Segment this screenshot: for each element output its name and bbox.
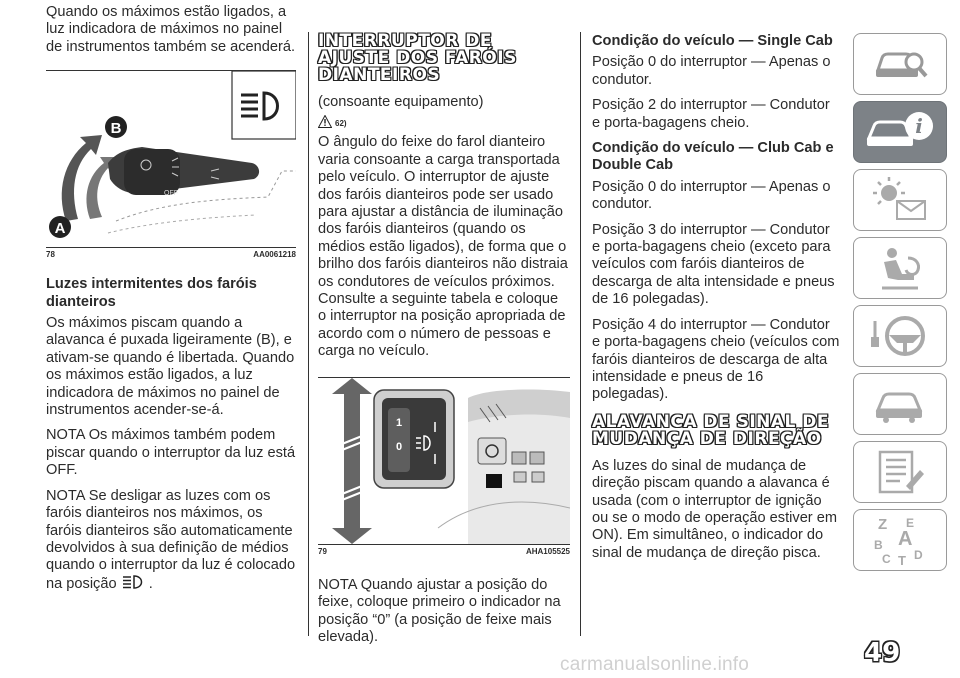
dial-position-0: 0 [395,440,403,453]
tab-car-info[interactable] [853,101,947,163]
index-letter: E [906,516,915,530]
steering-wheel-icon [867,311,933,361]
figure-number: 78 [46,250,55,260]
watermark: carmanualsonline.info [560,654,750,675]
paragraph: Posição 0 do interruptor — Apenas o condutor. [592,178,831,213]
off-label: OFF [164,190,178,198]
figure-number: 79 [318,546,327,556]
paragraph: Os máximos piscam quando a alavanca é puxada ligeiramente (B), e ativam-se quando é libertada. Quando os máximos estão ligados, a luz indicadora de máximos no painel de instrumentos acender-se-á. [46,315,295,419]
stalk-illustration [46,71,296,247]
column-divider [580,32,581,636]
paragraph: Posição 0 do interruptor — Apenas o condutor. [592,54,831,88]
figure-78 [46,70,296,248]
index-letter: D [914,548,923,562]
warning-triangle-icon [318,115,332,128]
section-heading: INTERRUPTOR DE AJUSTE DOS FARÓIS DIANTEIROS [318,31,517,85]
car-breakdown-icon [870,382,930,426]
subtitle: (consoante equipamento) [318,94,484,110]
condition-heading: Condição do veículo — Club Cab e Double Cab [592,140,834,174]
section-heading: Luzes intermitentes dos faróis dianteiros [46,276,257,310]
callout-a: A [54,220,66,238]
figure-78-caption [46,248,296,262]
tab-index[interactable] [853,509,947,571]
paragraph: As luzes do sinal de mudança de direção piscam quando a alavanca é usada (com o interruptor de ignição ou se o modo de operação estiver em ON). Em simultâneo, o indicador do sinal de mudança de direção pisca. [592,457,837,561]
condition-heading: Condição do veículo — Single Cab [592,33,833,49]
info-glyph: i [915,114,923,138]
paragraph: O ângulo do feixe do farol dianteiro varia consoante a carga transportada pelo veículo. O interruptor de ajuste dos faróis dianteiros pode ser usado para ajustar a distância de iluminação dos faróis dianteiros (quando os médios estão ligados), de forma que o brilho dos faróis dianteiros não distraia os condutores de veículos próximos. Consulte a seguinte tabela e coloque o interruptor na posição apropriada de acordo com o número de pessoas e carga no veículo. [318,134,568,360]
column-1 [46,0,296,601]
tab-dashboard-lights[interactable] [853,169,947,231]
warning-number: 62) [335,119,347,129]
tab-car-search[interactable] [853,33,947,95]
airbag-seat-icon [870,244,930,292]
column-2 [318,0,570,654]
column-divider [308,32,309,636]
figure-79-caption [318,545,570,559]
note-paragraph: NOTA Os máximos também podem piscar quando o interruptor da luz está OFF. [46,427,296,479]
index-letter: T [898,553,906,567]
index-letter: B [874,538,883,552]
paragraph: Posição 3 do interruptor — Condutor e porta-bagagens cheio (exceto para veículos com faróis dianteiros de descarga de alta intensidade e pneus de 16 polegadas). [592,221,835,308]
tab-driving[interactable] [853,305,947,367]
tab-breakdown[interactable] [853,373,947,435]
alphabetical-index-icon [868,513,932,567]
column-3 [592,0,840,570]
intro-paragraph: Quando os máximos estão ligados, a luz indicadora de máximos no painel de instrumentos também se acenderá. [46,4,296,55]
paragraph: Posição 2 do interruptor — Condutor e porta-bagagens cheio. [592,97,830,131]
callout-b: B [110,120,122,138]
tab-safety[interactable] [853,237,947,299]
dial-position-1: 1 [395,416,403,429]
page-number: 49 [864,638,901,668]
service-checklist-icon [870,448,930,496]
figure-code: AA0061218 [253,250,296,260]
tab-service[interactable] [853,441,947,503]
paragraph: Posição 4 do interruptor — Condutor e porta-bagagens cheio (veículos com faróis dianteiros de descarga de alta intensidade e pneus de 16 polegadas). [592,316,840,403]
figure-code: AHA105525 [525,546,570,556]
high-beam-icon [121,575,145,589]
index-letter: Z [878,516,888,533]
note-text: . [148,575,153,592]
car-info-icon [863,108,937,156]
note-text: NOTA Se desligar as luzes com os faróis dianteiros nos máximos, os faróis dianteiros são automaticamente devolvidos à sua definição de médios quando o interruptor da luz é colocado na posição [46,487,296,592]
figure-79 [318,377,570,545]
note-paragraph [46,488,296,593]
note-paragraph: NOTA Quando ajustar a posição do feixe, coloque primeiro o indicador na posição “0” (a posição de feixe mais elevada). [318,576,561,645]
car-search-icon [870,42,930,86]
dial-illustration [318,378,570,544]
dashboard-lights-icon [867,175,933,225]
section-heading: ALAVANCA DE SINAL DE MUDANÇA DE DIREÇÃO [592,411,830,449]
warning-reference [318,115,570,128]
index-letter: C [882,552,891,566]
index-letter: A [898,528,913,550]
